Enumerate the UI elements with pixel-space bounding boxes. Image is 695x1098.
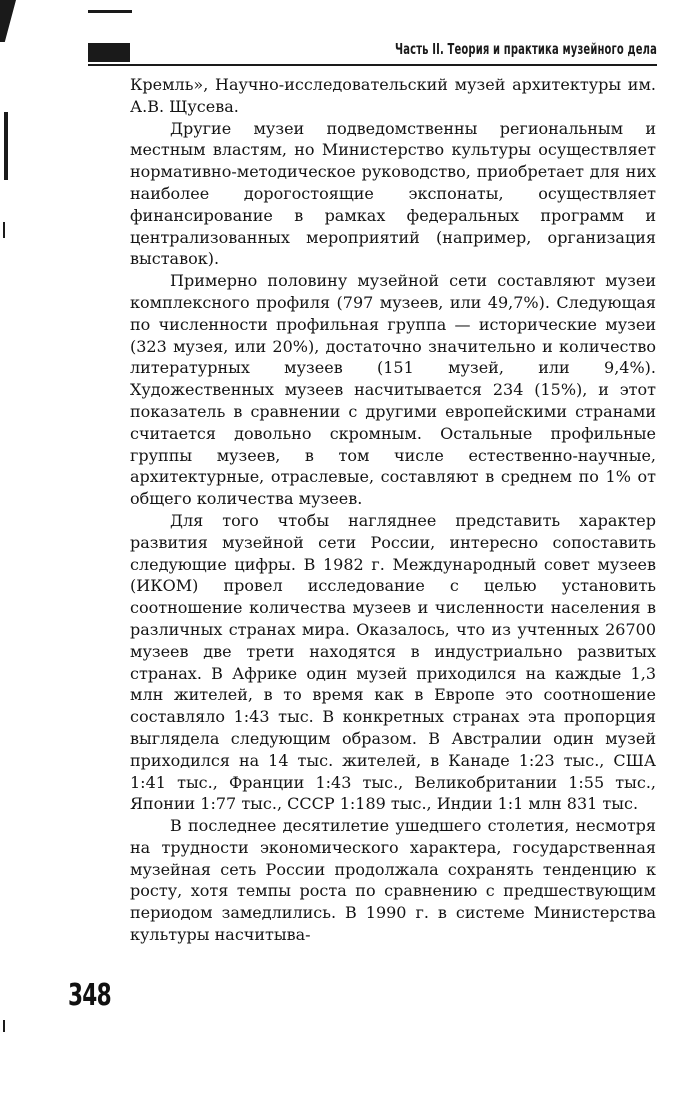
paragraph: Другие музеи подведомственны региональным и местным властям, но Министерство культуры осуществляет нормативно-методическое руководство, приобретает для них наиболее дорогостоящие экспонаты, осуществляет финансирование в рамках федеральных программ и централизованных мероприятий (например, организация выставок). bbox=[130, 118, 656, 269]
scan-edge-mark bbox=[3, 1020, 5, 1032]
page-body bbox=[130, 74, 656, 946]
scan-edge-mark bbox=[3, 222, 5, 238]
header-rule bbox=[88, 64, 657, 66]
scan-top-dash bbox=[88, 10, 132, 13]
paragraph-continued: Кремль», Научно-исследовательский музей архитектуры им. А.В. Щусева. bbox=[130, 75, 656, 116]
running-head: Часть II. Теория и практика музейного дела bbox=[395, 40, 657, 58]
scan-corner-mark bbox=[0, 0, 16, 42]
paragraph: В последнее десятилетие ушедшего столетия, несмотря на трудности экономического характера, государственная музейная сеть России продолжала сохранять тенденцию к росту, хотя темпы роста по сравнению с предшествующим периодом замедлились. В 1990 г. в системе Министерства культуры насчитыва- bbox=[130, 816, 656, 945]
header-black-block bbox=[88, 43, 130, 62]
scan-edge-mark bbox=[4, 112, 8, 180]
page-number: 348 bbox=[68, 978, 111, 1013]
paragraph: Примерно половину музейной сети составляют музеи комплексного профиля (797 музеев, или 49,7%). Следующая по численности профильная группа — исторические музеи (323 музея, или 20%), достаточно значительно и количество литературных музеев (151 музей, или 9,4%). Художественных музеев насчитывается 234 (15%), и этот показатель в сравнении с другими европейскими странами считается довольно скромным. Остальные профильные группы музеев, в том числе естественно-научные, архитектурные, отраслевые, составляют в среднем по 1% от общего количества музеев. bbox=[130, 271, 656, 509]
paragraph: Для того чтобы нагляднее представить характер развития музейной сети России, интересно сопоставить следующие цифры. В 1982 г. Международный совет музеев (ИКОМ) провел исследование с целью установить соотношение количества музеев и численности населения в различных странах мира. Оказалось, что из учтенных 26700 музеев две трети находятся в индустриально развитых странах. В Африке один музей приходился на каждые 1,3 млн жителей, в то время как в Европе это соотношение составляло 1:43 тыс. В конкретных странах эта пропорция выглядела следующим образом. В Австралии один музей приходился на 14 тыс. жителей, в Канаде 1:23 тыс., США 1:41 тыс., Франции 1:43 тыс., Великобритании 1:55 тыс., Японии 1:77 тыс., СССР 1:189 тыс., Индии 1:1 млн 831 тыс. bbox=[130, 510, 656, 814]
